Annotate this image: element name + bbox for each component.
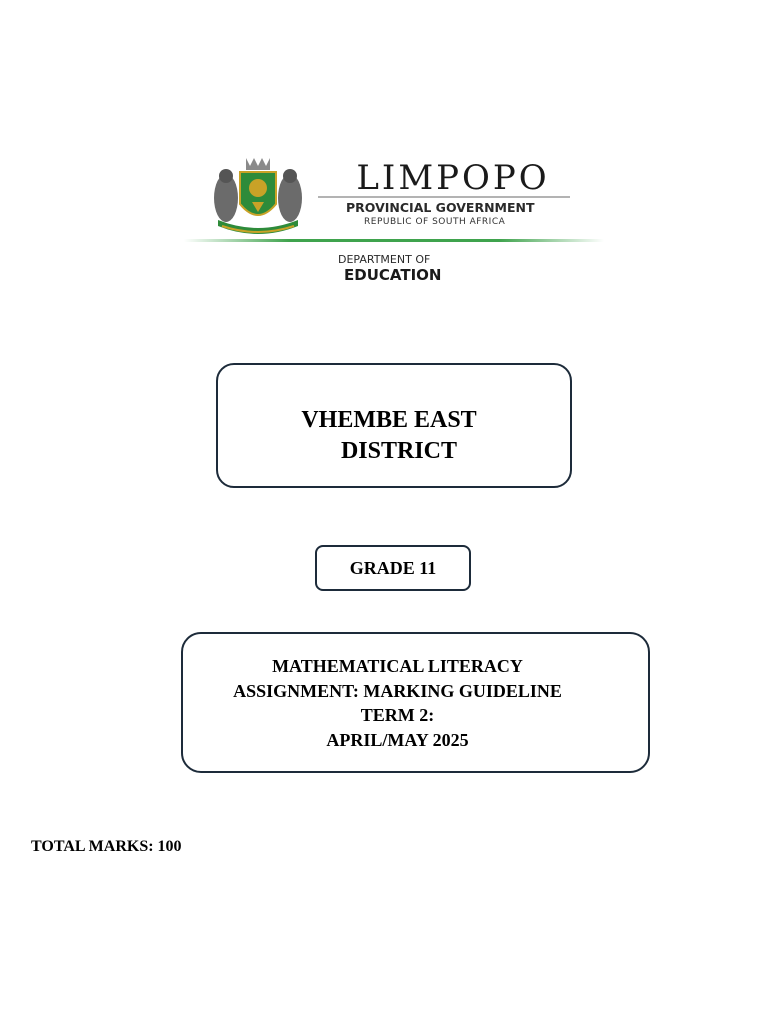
republic-name: REPUBLIC OF SOUTH AFRICA [364, 217, 506, 227]
subject-box [181, 632, 650, 773]
province-name: LIMPOPO [356, 158, 550, 198]
district-line-1: VHEMBE EAST [301, 407, 477, 433]
total-marks: TOTAL MARKS: 100 [31, 838, 182, 855]
department-line-2: EDUCATION [344, 266, 442, 284]
government-name: PROVINCIAL GOVERNMENT [346, 200, 535, 215]
subject-line-3: TERM 2: [360, 705, 435, 725]
grade-label: GRADE 11 [349, 558, 437, 578]
district-line-2: DISTRICT [340, 438, 458, 464]
subject-line-4: APRIL/MAY 2025 [326, 729, 469, 750]
district-box [216, 363, 572, 488]
limpopo-logo [182, 150, 606, 290]
grade-box [315, 545, 471, 591]
subject-line-1: MATHEMATICAL LITERACY [272, 656, 523, 676]
department-line-1: DEPARTMENT OF [338, 253, 431, 266]
subject-line-2: ASSIGNMENT: MARKING GUIDELINE [233, 680, 562, 701]
